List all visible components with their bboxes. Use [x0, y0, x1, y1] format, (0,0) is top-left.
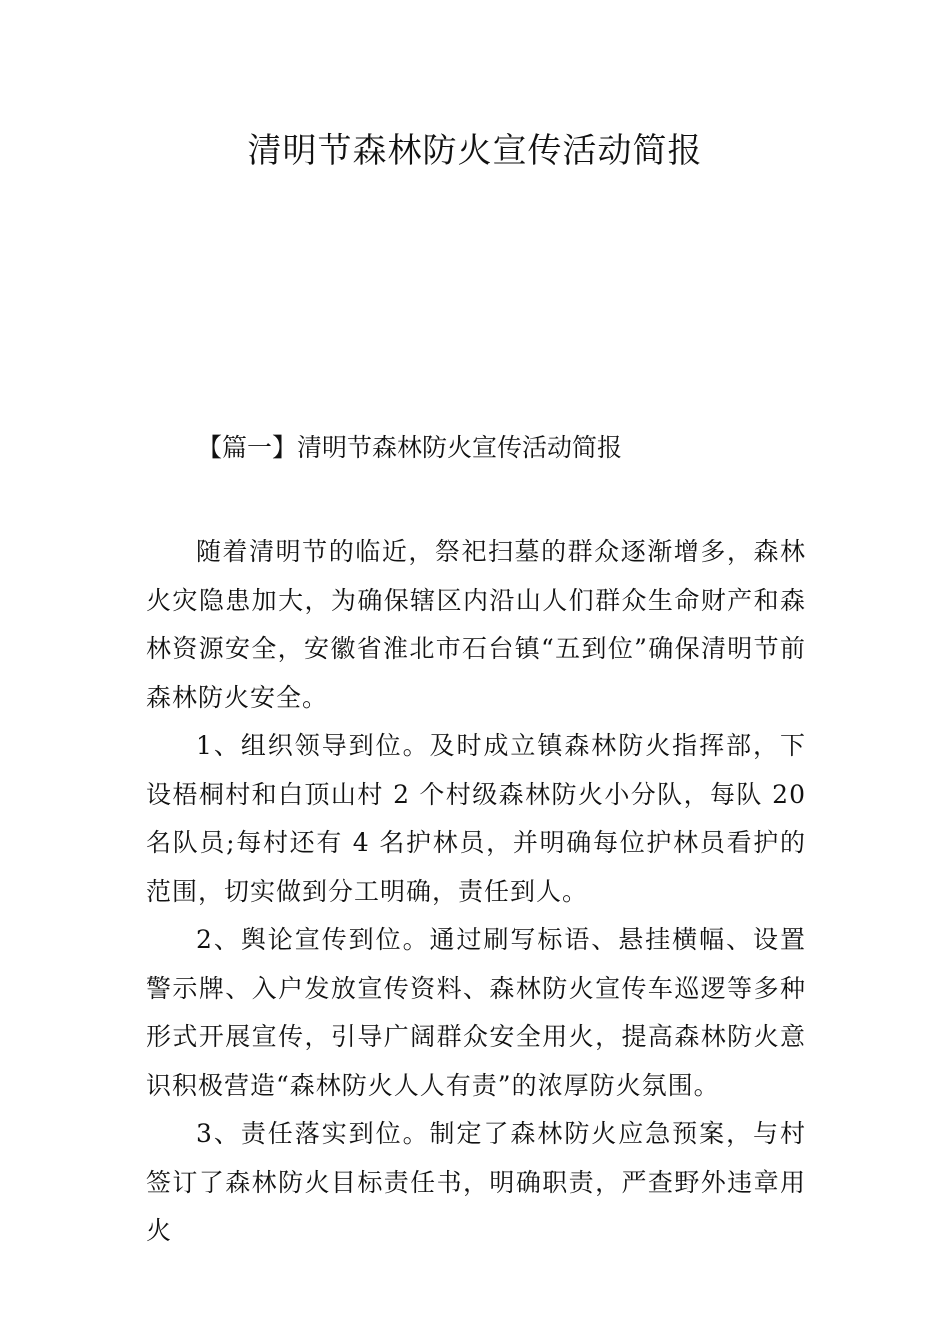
section-heading: 【篇一】清明节森林防火宣传活动简报 [197, 433, 623, 462]
paragraph-3: 3、责任落实到位。制定了森林防火应急预案，与村签订了森林防火目标责任书，明确职责，严查野外违章用火 [146, 1119, 806, 1245]
document-body [146, 528, 806, 1256]
paragraph-intro: 随着清明节的临近，祭祀扫墓的群众逐渐增多，森林火灾隐患加大，为确保辖区内沿山人们群众生命财产和森林资源安全，安徽省淮北市石台镇“五到位”确保清明节前森林防火安全。 [146, 537, 806, 712]
paragraph-2: 2、舆论宣传到位。通过刷写标语、悬挂横幅、设置警示牌、入户发放宣传资料、森林防火宣传车巡逻等多种形式开展宣传，引导广阔群众安全用火，提高森林防火意识积极营造“森林防火人人有责”的浓厚防火氛围。 [146, 925, 806, 1100]
paragraph-1: 1、组织领导到位。及时成立镇森林防火指挥部，下设梧桐村和白顶山村 2 个村级森林防火小分队，每队 20 名队员;每村还有 4 名护林员，并明确每位护林员看护的范围，切实做到分工明确，责任到人。 [146, 731, 806, 906]
document-title: 清明节森林防火宣传活动简报 [247, 131, 703, 171]
